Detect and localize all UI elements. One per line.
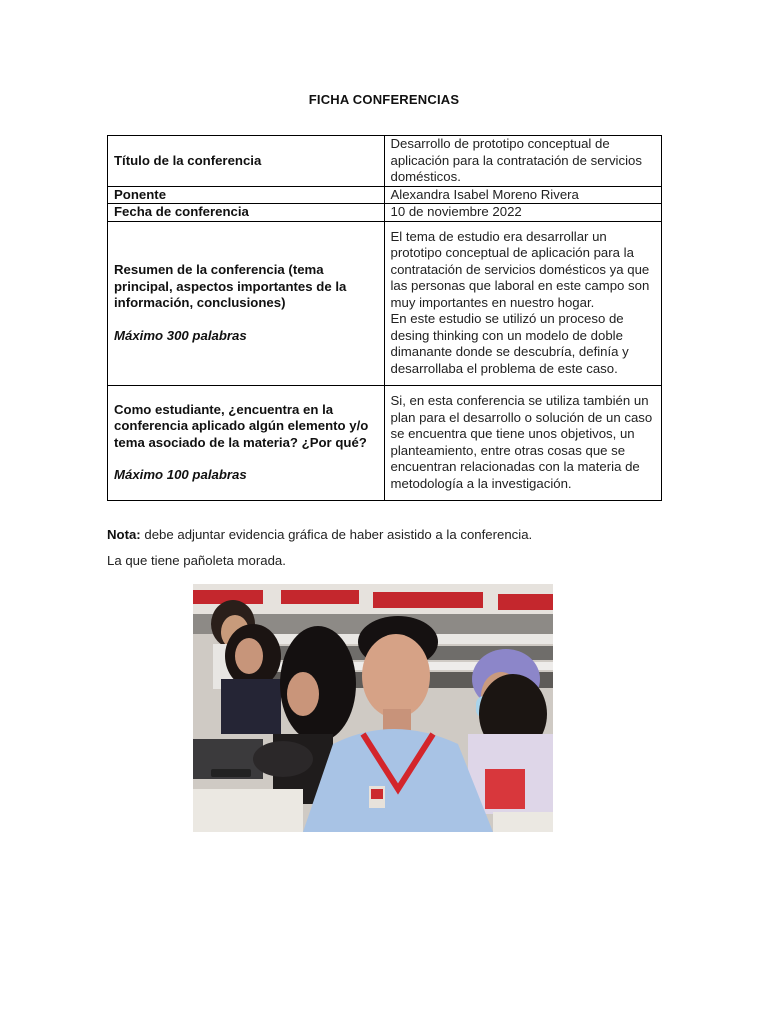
- note-label: Nota:: [107, 527, 141, 542]
- note-line: [107, 527, 532, 542]
- label-cell: [108, 385, 385, 500]
- conference-title-value: Desarrollo de prototipo conceptual de aplicación para la contratación de servicios domésticos.: [384, 136, 662, 187]
- summary-paragraph-2: En este estudio se utilizó un proceso de desing thinking con un modelo de doble dimanante donde se descubría, definía y desarrollaba el problema de este caso.: [390, 311, 629, 376]
- label-cell: [108, 221, 385, 385]
- speaker-label: Ponente: [114, 186, 167, 202]
- summary-label: Resumen de la conferencia (tema principal, aspectos importantes de la información, conclusiones): [114, 262, 347, 310]
- table-row: [108, 186, 662, 204]
- relation-word-limit: Máximo 100 palabras: [114, 467, 247, 482]
- conference-form-table: [107, 135, 662, 501]
- conference-photo-illustration: [193, 584, 553, 832]
- table-row: [108, 385, 662, 500]
- relation-label: Como estudiante, ¿encuentra en la conferencia aplicado algún elemento y/o tema asociado de la materia? ¿Por qué?: [114, 401, 369, 450]
- conference-title-label: Título de la conferencia: [114, 152, 262, 168]
- table-row: [108, 221, 662, 385]
- summary-value-cell: [384, 221, 662, 385]
- table-row: [108, 136, 662, 187]
- summary-paragraph-1: El tema de estudio era desarrollar un prototipo conceptual de aplicación para la contratación de servicios domésticos ya que las personas que laboral en este campo son muy importantes en nuestro hogar.: [390, 228, 650, 310]
- label-cell: [108, 204, 385, 222]
- label-cell: [108, 136, 385, 187]
- date-label: Fecha de conferencia: [114, 204, 249, 219]
- note-text: debe adjuntar evidencia gráfica de haber asistido a la conferencia.: [140, 527, 533, 542]
- label-cell: [108, 186, 385, 204]
- document-title: FICHA CONFERENCIAS: [308, 92, 460, 107]
- table-row: [108, 204, 662, 222]
- summary-word-limit: Máximo 300 palabras: [114, 327, 247, 343]
- relation-value: Si, en esta conferencia se utiliza también un plan para el desarrollo o solución de un caso se encuentra que tiene unos objetivos, un planteamiento, entre otras cosas que se encuentran relacionadas con la materia de metodología a la investigación.: [384, 385, 662, 500]
- photo-caption: La que tiene pañoleta morada.: [107, 553, 286, 568]
- speaker-value: Alexandra Isabel Moreno Rivera: [384, 186, 662, 204]
- conference-photo: [193, 584, 553, 832]
- date-value: 10 de noviembre 2022: [384, 204, 662, 222]
